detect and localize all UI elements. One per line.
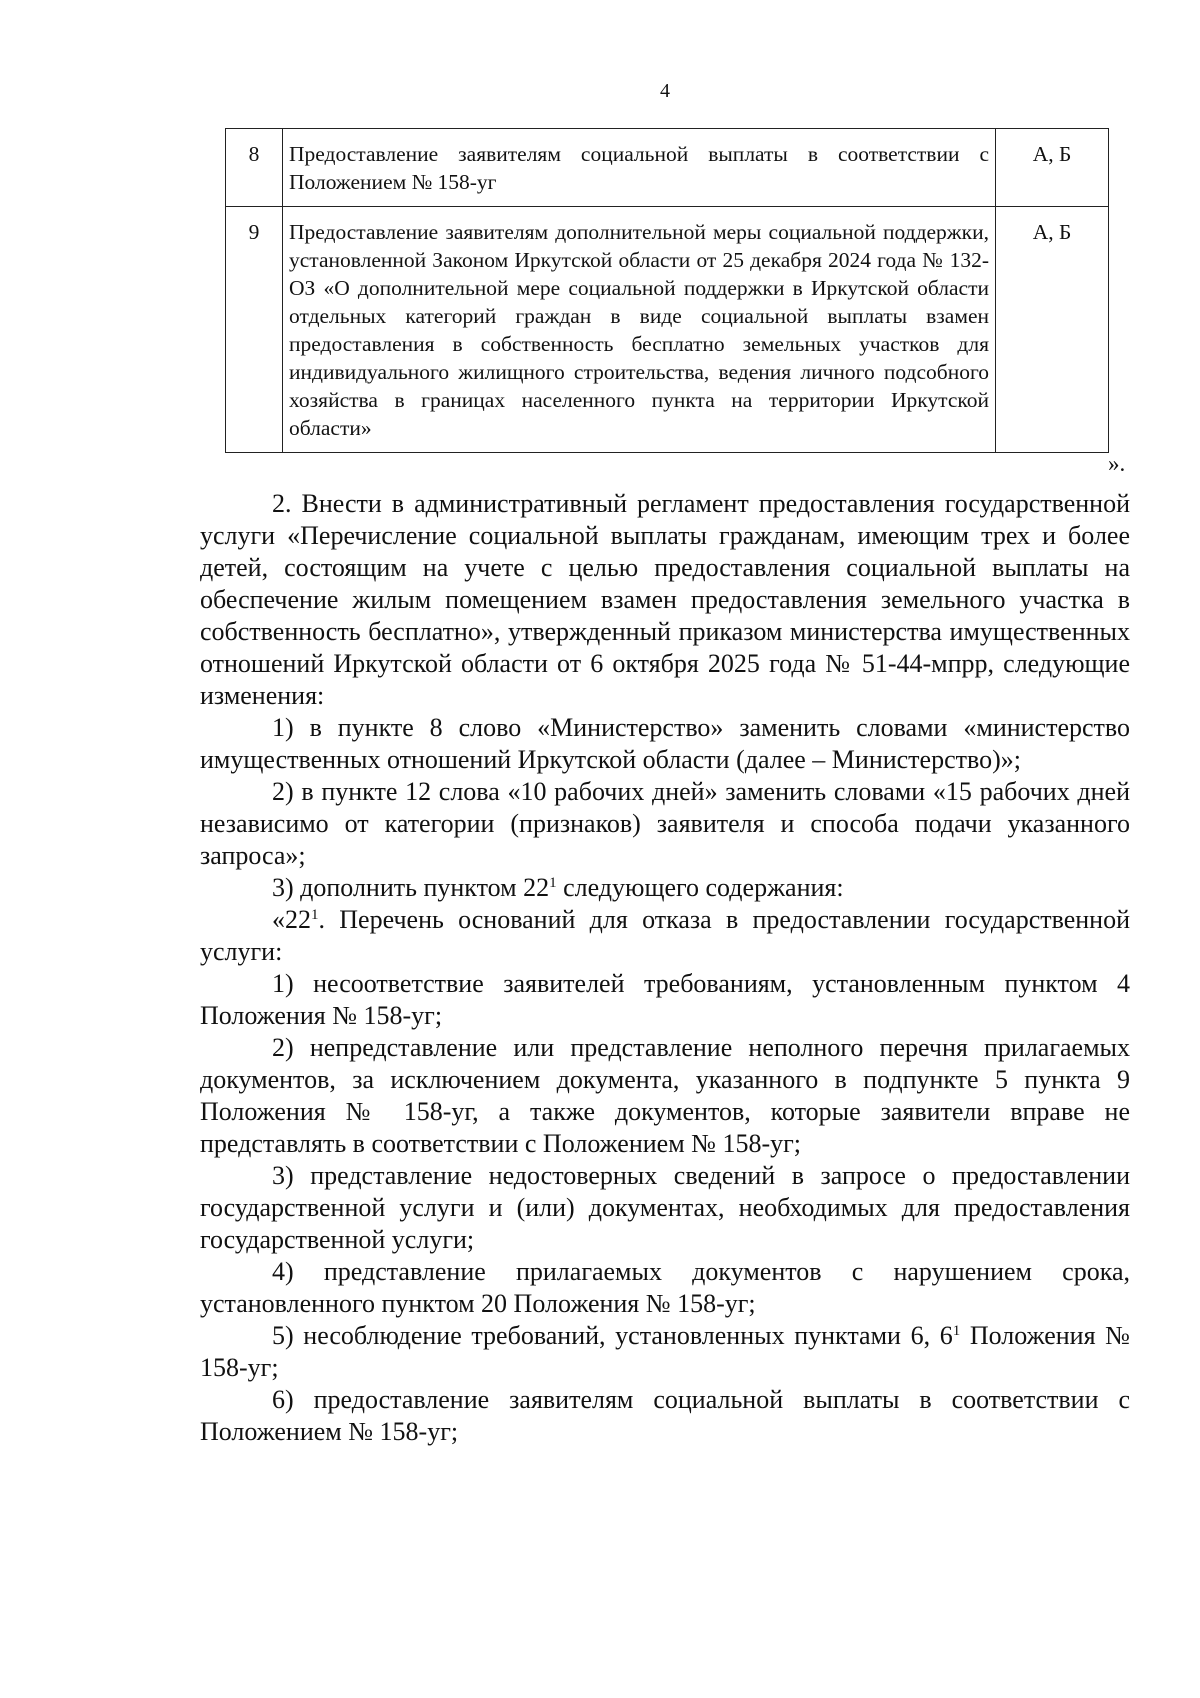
services-table xyxy=(225,128,1109,453)
paragraph-reason-4: 4) представление прилагаемых документов с нарушением срока, установленного пунктом 20 Положения № 158-уг; xyxy=(200,1257,1130,1318)
text-fragment: «22 xyxy=(272,905,311,934)
document-body xyxy=(200,488,1130,1448)
row-number: 9 xyxy=(226,207,283,453)
superscript: 1 xyxy=(311,907,319,923)
paragraph-subitem-3 xyxy=(200,872,1130,904)
paragraph-reason-3: 3) представление недостоверных сведений в запросе о предоставлении государственной услуги и (или) документах, необходимых для предоставления государственной услуги; xyxy=(200,1161,1130,1254)
table-row xyxy=(226,207,1109,453)
paragraph-item-2: 2. Внести в административный регламент предоставления государственной услуги «Перечисление социальной выплаты гражданам, имеющим трех и более детей, состоящим на учете с целью предоставления социальной выплаты на обеспечение жилым помещением взамен предоставления земельного участка в собственность бесплатно», утвержденный приказом министерства имущественных отношений Иркутской области от 6 октября 2025 года № 51-44-мпрр, следующие изменения: xyxy=(200,489,1130,710)
table-row xyxy=(226,129,1109,207)
paragraph-reason-6: 6) предоставление заявителям социальной выплаты в соответствии с Положением № 158-уг; xyxy=(200,1385,1130,1446)
table-closing-mark: ». xyxy=(1108,451,1126,476)
paragraph-subitem-1: 1) в пункте 8 слово «Министерство» заменить словами «министерство имущественных отношений Иркутской области (далее – Министерство)»; xyxy=(200,713,1130,774)
text-fragment: 5) несоблюдение требований, установленных пунктами 6, 6 xyxy=(272,1321,953,1350)
paragraph-subitem-2: 2) в пункте 12 слова «10 рабочих дней» заменить словами «15 рабочих дней независимо от категории (признаков) заявителя и способа подачи указанного запроса»; xyxy=(200,777,1130,870)
page-number: 4 xyxy=(660,80,670,102)
row-codes: А, Б xyxy=(996,129,1109,207)
paragraph-reason-1: 1) несоответствие заявителей требованиям, установленным пунктом 4 Положения № 158-уг; xyxy=(200,969,1130,1030)
row-number: 8 xyxy=(226,129,283,207)
row-codes: А, Б xyxy=(996,207,1109,453)
superscript: 1 xyxy=(549,875,557,891)
row-description: Предоставление заявителям дополнительной меры социальной поддержки, установленной Законом Иркутской области от 25 декабря 2024 года № 132-ОЗ «О дополнительной мере социальной поддержки в Иркутской области отдельных категорий граждан в виде социальной выплаты взамен предоставления в собственность бесплатно земельных участков для индивидуального жилищного строительства, ведения личного подсобного хозяйства в границах населенного пункта на территории Иркутской области» xyxy=(283,207,996,453)
paragraph-reason-5 xyxy=(200,1320,1130,1384)
text-fragment: . Перечень оснований для отказа в предоставлении государственной услуги: xyxy=(200,905,1130,966)
superscript: 1 xyxy=(952,1323,961,1339)
text-fragment: 3) дополнить пунктом 22 xyxy=(272,873,550,902)
paragraph-reason-2: 2) непредставление или представление неполного перечня прилагаемых документов, за исключением документа, указанного в подпункте 5 пункта 9 Положения № 158-уг, а также документов, которые заявители вправе не представлять в соответствии с Положением № 158-уг; xyxy=(200,1033,1130,1158)
row-description: Предоставление заявителям социальной выплаты в соответствии с Положением № 158-уг xyxy=(283,129,996,207)
text-fragment: Положения № 158-уг; xyxy=(200,1321,1130,1382)
text-fragment: следующего содержания: xyxy=(556,873,844,902)
paragraph-clause-22-1 xyxy=(200,904,1130,968)
